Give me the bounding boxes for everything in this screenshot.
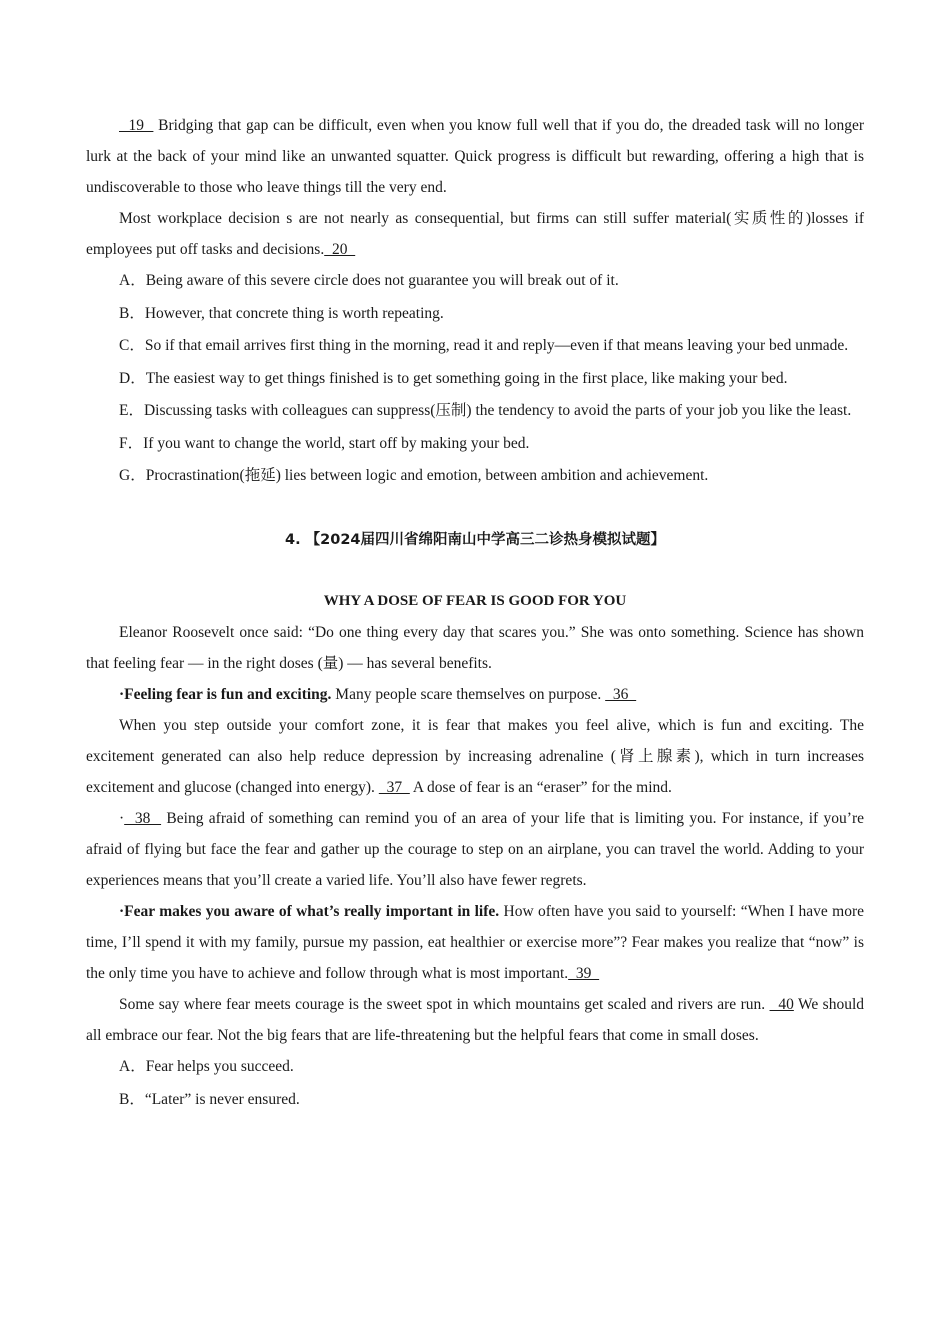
- option-c: C．So if that email arrives first thing in the morning, read it and reply—even if that means leaving your bed unmade.: [119, 337, 849, 354]
- passage2-paragraph-3: [86, 710, 864, 803]
- paragraph-text: Bridging that gap can be difficult, even when you know full well that if you do, the dreaded task will no longer lurk at the back of your mind like an unwanted squatter. Quick progress is difficult but rewarding, offering a high that is undiscoverable to those who leave things till the very end.: [86, 117, 864, 196]
- option-a: A．Fear helps you succeed.: [119, 1058, 294, 1075]
- option-e: E．Discussing tasks with colleagues can suppress(压制) the tendency to avoid the parts of your job you like the least.: [119, 402, 852, 419]
- passage2-paragraph-2: [86, 679, 864, 710]
- blank-40[interactable]: 40: [769, 996, 794, 1013]
- section-heading: 4. 【2024届四川省绵阳南山中学高三二诊热身模拟试题】: [285, 532, 665, 548]
- passage2-paragraph-4: [86, 803, 864, 896]
- blank-39[interactable]: 39: [568, 965, 600, 982]
- passage1-paragraph-1: [86, 110, 864, 203]
- option-b: B．However, that concrete thing is worth repeating.: [119, 304, 444, 322]
- option-b: B．“Later” is never ensured.: [119, 1090, 300, 1108]
- paragraph-text: Being afraid of something can remind you of an area of your life that is limiting you. For instance, if you’re afraid of flying but face the fear and gather up the courage to step on an airplane, you can travel the world. Adding to your experiences means that you’ll create a varied life. You’ll also have fewer regrets.: [86, 810, 864, 889]
- paragraph-text: We should all embrace our fear. Not the big fears that are life-threatening but the helpful fears that come in small doses.: [86, 996, 864, 1044]
- passage2-paragraph-5: [86, 896, 864, 989]
- passage1-paragraph-2: [86, 203, 864, 265]
- option-a: A．Being aware of this severe circle does not guarantee you will break out of it.: [119, 272, 619, 289]
- blank-19[interactable]: 19: [119, 117, 154, 134]
- option-g: G．Procrastination(拖延) lies between logic and emotion, between ambition and achievement.: [119, 467, 709, 484]
- blank-20[interactable]: 20: [324, 241, 356, 258]
- bullet: ·: [119, 810, 125, 827]
- passage2-paragraph-1: Eleanor Roosevelt once said: “Do one thing every day that scares you.” She was onto something. Science has shown that feeling fear — in the right doses (量) — has several benefits.: [86, 624, 864, 672]
- blank-38[interactable]: 38: [124, 810, 162, 827]
- passage-title: WHY A DOSE OF FEAR IS GOOD FOR YOU: [323, 593, 627, 609]
- blank-36[interactable]: 36: [605, 686, 637, 703]
- document-page: [86, 110, 864, 1116]
- paragraph-text: A dose of fear is an “eraser” for the mind.: [409, 779, 672, 796]
- blank-37[interactable]: 37: [378, 779, 410, 796]
- option-f: F．If you want to change the world, start off by making your bed.: [119, 434, 530, 452]
- option-d: D．The easiest way to get things finished is to get something going in the first place, like making your bed.: [119, 369, 788, 387]
- passage2-paragraph-6: [86, 989, 864, 1051]
- paragraph-text: When you step outside your comfort zone, it is fear that makes you feel alive, which is fun and exciting. The excitement generated can also help reduce depression by increasing adrenaline (肾上腺素), which in turn increases excitement and glucose (changed into energy).: [86, 717, 864, 796]
- paragraph-text: Some say where fear meets courage is the sweet spot in which mountains get scaled and rivers are run.: [119, 996, 770, 1013]
- bold-lead: ·Fear makes you aware of what’s really important in life.: [119, 903, 500, 920]
- paragraph-text: How often have you said to yourself: “When I have more time, I’ll spend it with my family, pursue my passion, eat healthier or exercise more”? Fear makes you realize that “now” is the only time you have to achieve and follow through what is most important.: [86, 903, 864, 982]
- paragraph-text: Many people scare themselves on purpose.: [331, 686, 606, 703]
- paragraph-text: Most workplace decision s are not nearly as consequential, but firms can still suffer material(实质性的)losses if employees put off tasks and decisions.: [86, 210, 864, 258]
- bold-lead: ·Feeling fear is fun and exciting.: [119, 686, 332, 703]
